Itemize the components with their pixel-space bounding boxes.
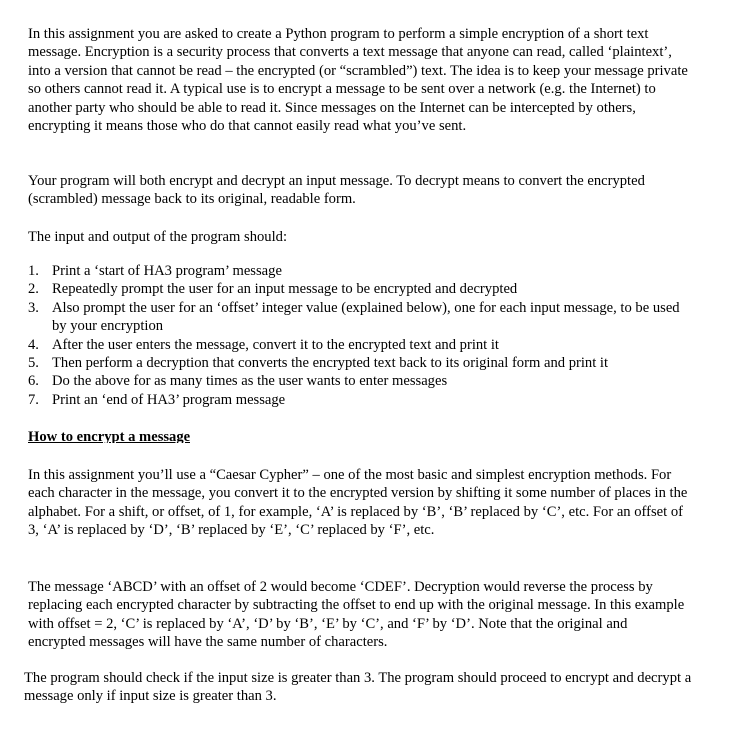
list-item-number: 2. <box>28 281 39 298</box>
list-item <box>28 280 696 298</box>
list-item <box>28 336 696 354</box>
list-item <box>28 354 696 372</box>
list-item-number: 4. <box>28 336 39 353</box>
list-item-text: After the user enters the message, convert it to the encrypted text and print it <box>52 336 499 353</box>
list-item-text: Print a ‘start of HA3 program’ message <box>52 263 282 279</box>
list-item-number: 7. <box>28 391 39 408</box>
list-item-text: Then perform a decryption that converts the encrypted text back to its original form and print it <box>52 355 609 372</box>
list-item-text: Also prompt the user for an ‘offset’ integer value (explained below), one for each input message, to be used by your encryption <box>52 299 680 335</box>
list-item-number: 6. <box>28 373 39 390</box>
list-item-text: Repeatedly prompt the user for an input message to be encrypted and decrypted <box>52 281 518 298</box>
list-item-number: 5. <box>28 355 39 372</box>
list-item <box>28 262 696 280</box>
list-item <box>28 372 696 390</box>
caesar-cypher-paragraph: In this assignment you’ll use a “Caesar Cypher” – one of the most basic and simplest encryption methods. For each character in the message, you convert it to the encrypted version by shifting it some number of places in the alphabet. For a shift, or offset, of 1, for example, ‘A’ is replaced by ‘B’, ‘B’ replaced by ‘C’, etc. For an offset of 3, ‘A’ is replaced by ‘D’, ‘B’ replaced by ‘E’, ‘C’ replaced by ‘F’, etc. <box>28 467 688 539</box>
section-heading: How to encrypt a message <box>28 429 191 443</box>
list-item <box>28 391 696 409</box>
list-item <box>28 299 696 336</box>
list-item-number: 3. <box>28 299 39 316</box>
example-paragraph: The message ‘ABCD’ with an offset of 2 would become ‘CDEF’. Decryption would reverse the process by replacing each encrypted character by subtracting the offset to end up with the original message. In this example with offset = 2, ‘C’ is replaced by ‘A’, ‘D’ by ‘B’, ‘E’ by ‘C’, and ‘F’ by ‘D’. Note that the original and encrypted messages will have the same number of characters. <box>28 579 685 651</box>
io-intro-paragraph: The input and output of the program should: <box>28 229 287 245</box>
list-item-text: Print an ‘end of HA3’ program message <box>52 391 286 408</box>
program-description-paragraph: Your program will both encrypt and decrypt an input message. To decrypt means to convert the encrypted (scrambled) message back to its original, readable form. <box>28 173 645 208</box>
requirements-list <box>28 262 696 409</box>
list-item-number: 1. <box>28 263 39 279</box>
list-item-text: Do the above for as many times as the user wants to enter messages <box>52 373 448 390</box>
intro-paragraph: In this assignment you are asked to create a Python program to perform a simple encryption of a short text message. Encryption is a security process that converts a text message that anyone can read, called ‘plaintext’, into a version that cannot be read – the encrypted (or “scrambled”) text. The idea is to keep your message private so others cannot read it. A typical use is to encrypt a message to be sent over a network (e.g. the Internet) to another party who should be able to read it. Since messages on the Internet can be intercepted by others, encrypting it means those who do that cannot easily read what you’ve sent. <box>28 26 688 135</box>
size-check-paragraph: The program should check if the input size is greater than 3. The program should proceed to encrypt and decrypt a message only if input size is greater than 3. <box>24 670 692 705</box>
